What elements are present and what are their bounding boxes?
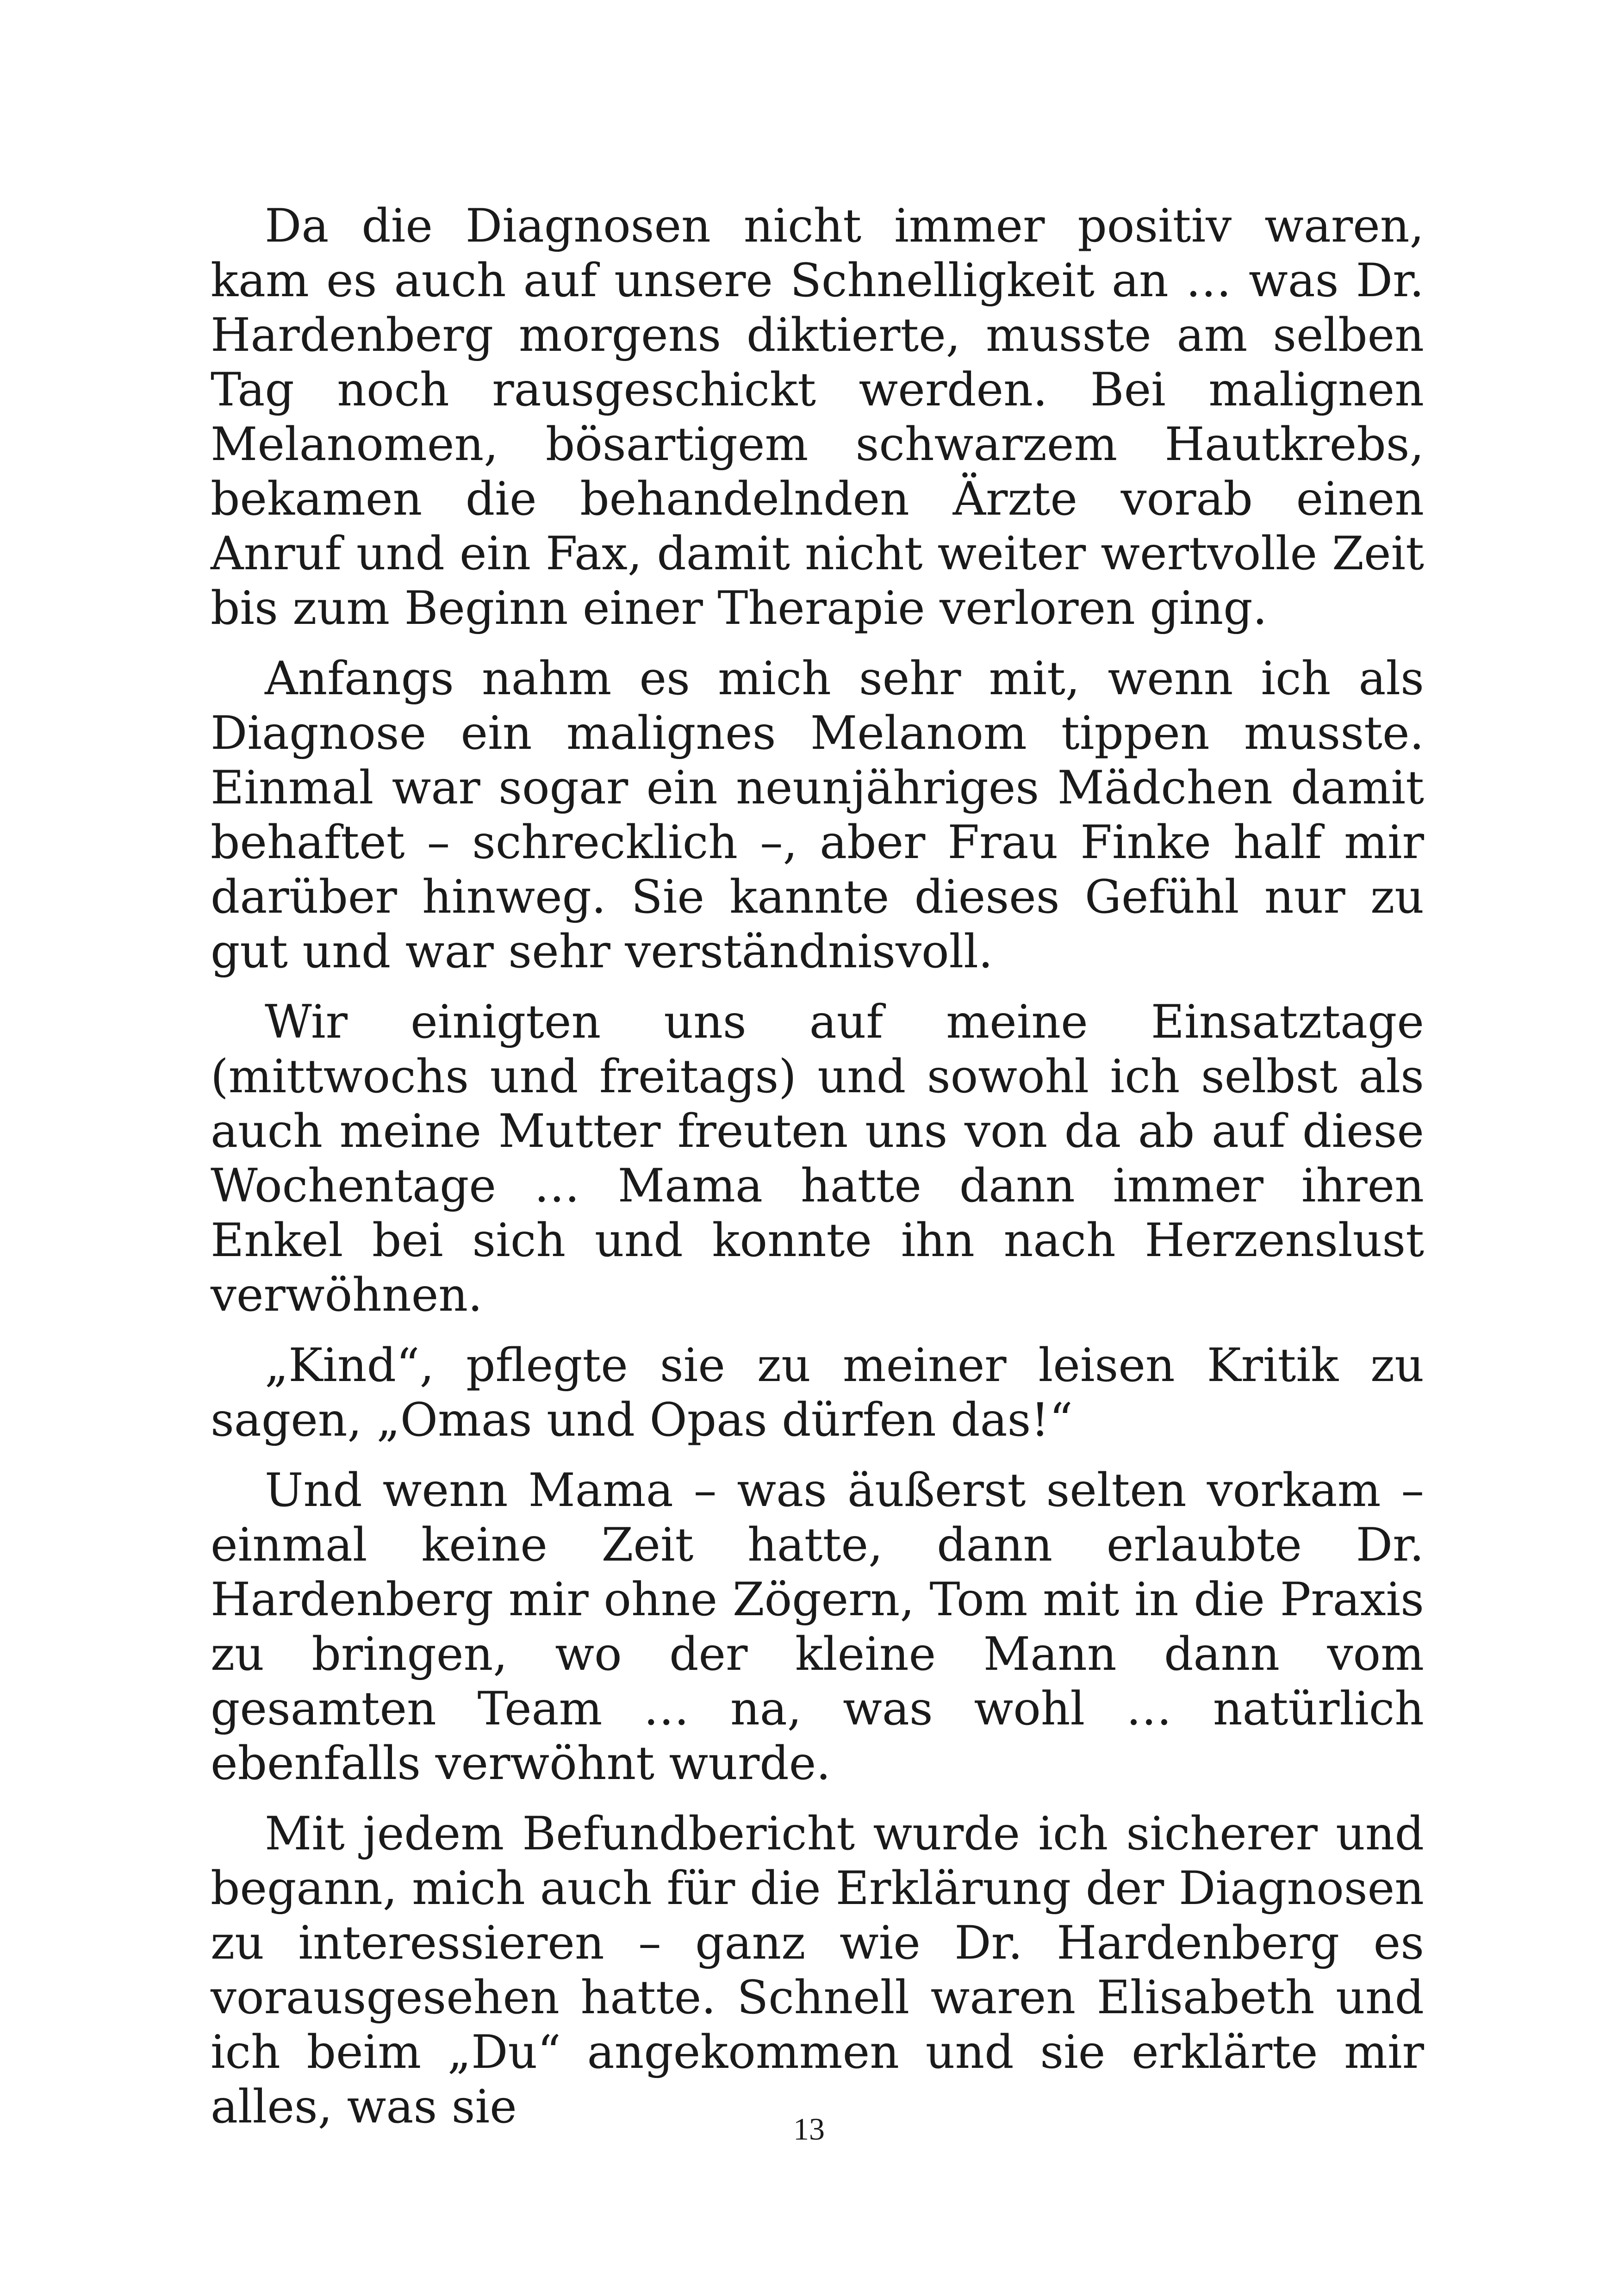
paragraph-2: Anfangs nahm es mich sehr mit, wenn ich als Diagnose ein malignes Melanom tippen musste. Einmal war sogar ein neunjähriges Mädchen damit behaftet – schrecklich –, aber Frau Finke half mir darüber hinweg. Sie kannte dieses Gefühl nur zu gut und war sehr verständnisvoll.	[211, 652, 1424, 978]
paragraph-1: Da die Diagnosen nicht immer positiv waren, kam es auch auf unsere Schnelligkeit an … was Dr. Hardenberg morgens diktierte, musste am selben Tag noch rausgeschickt werden. Bei malignen Melanomen, bösartigem schwarzem Hautkrebs, bekamen die behandelnden Ärzte vorab einen Anruf und ein Fax, damit nicht weiter wertvolle Zeit bis zum Beginn einer Therapie verloren ging.	[211, 199, 1424, 635]
paragraph-3: Wir einigten uns auf meine Einsatztage (mittwochs und freitags) und sowohl ich selbst als auch meine Mutter freuten uns von da ab auf diese Wochentage … Mama hatte dann immer ihren Enkel bei sich und konnte ihn nach Herzenslust verwöhnen.	[211, 996, 1424, 1322]
page-number: 13	[793, 2111, 825, 2147]
paragraph-4: „Kind“, pflegte sie zu meiner leisen Kritik zu sagen, „Omas und Opas dürfen das!“	[211, 1339, 1424, 1447]
paragraph-6: Mit jedem Befundbericht wurde ich sicherer und begann, mich auch für die Erklärung der Diagnosen zu interessieren – ganz wie Dr. Hardenberg es vorausgesehen hatte. Schnell waren Elisabeth und ich beim „Du“ angekommen und sie erklärte mir alles, was sie	[211, 1807, 1424, 2134]
paragraph-5: Und wenn Mama – was äußerst selten vorkam – einmal keine Zeit hatte, dann erlaubte Dr. Hardenberg mir ohne Zögern, Tom mit in die Praxis zu bringen, wo der kleine Mann dann vom gesamten Team … na, was wohl … natürlich ebenfalls verwöhnt wurde.	[211, 1464, 1424, 1790]
body-text	[211, 199, 1424, 2150]
